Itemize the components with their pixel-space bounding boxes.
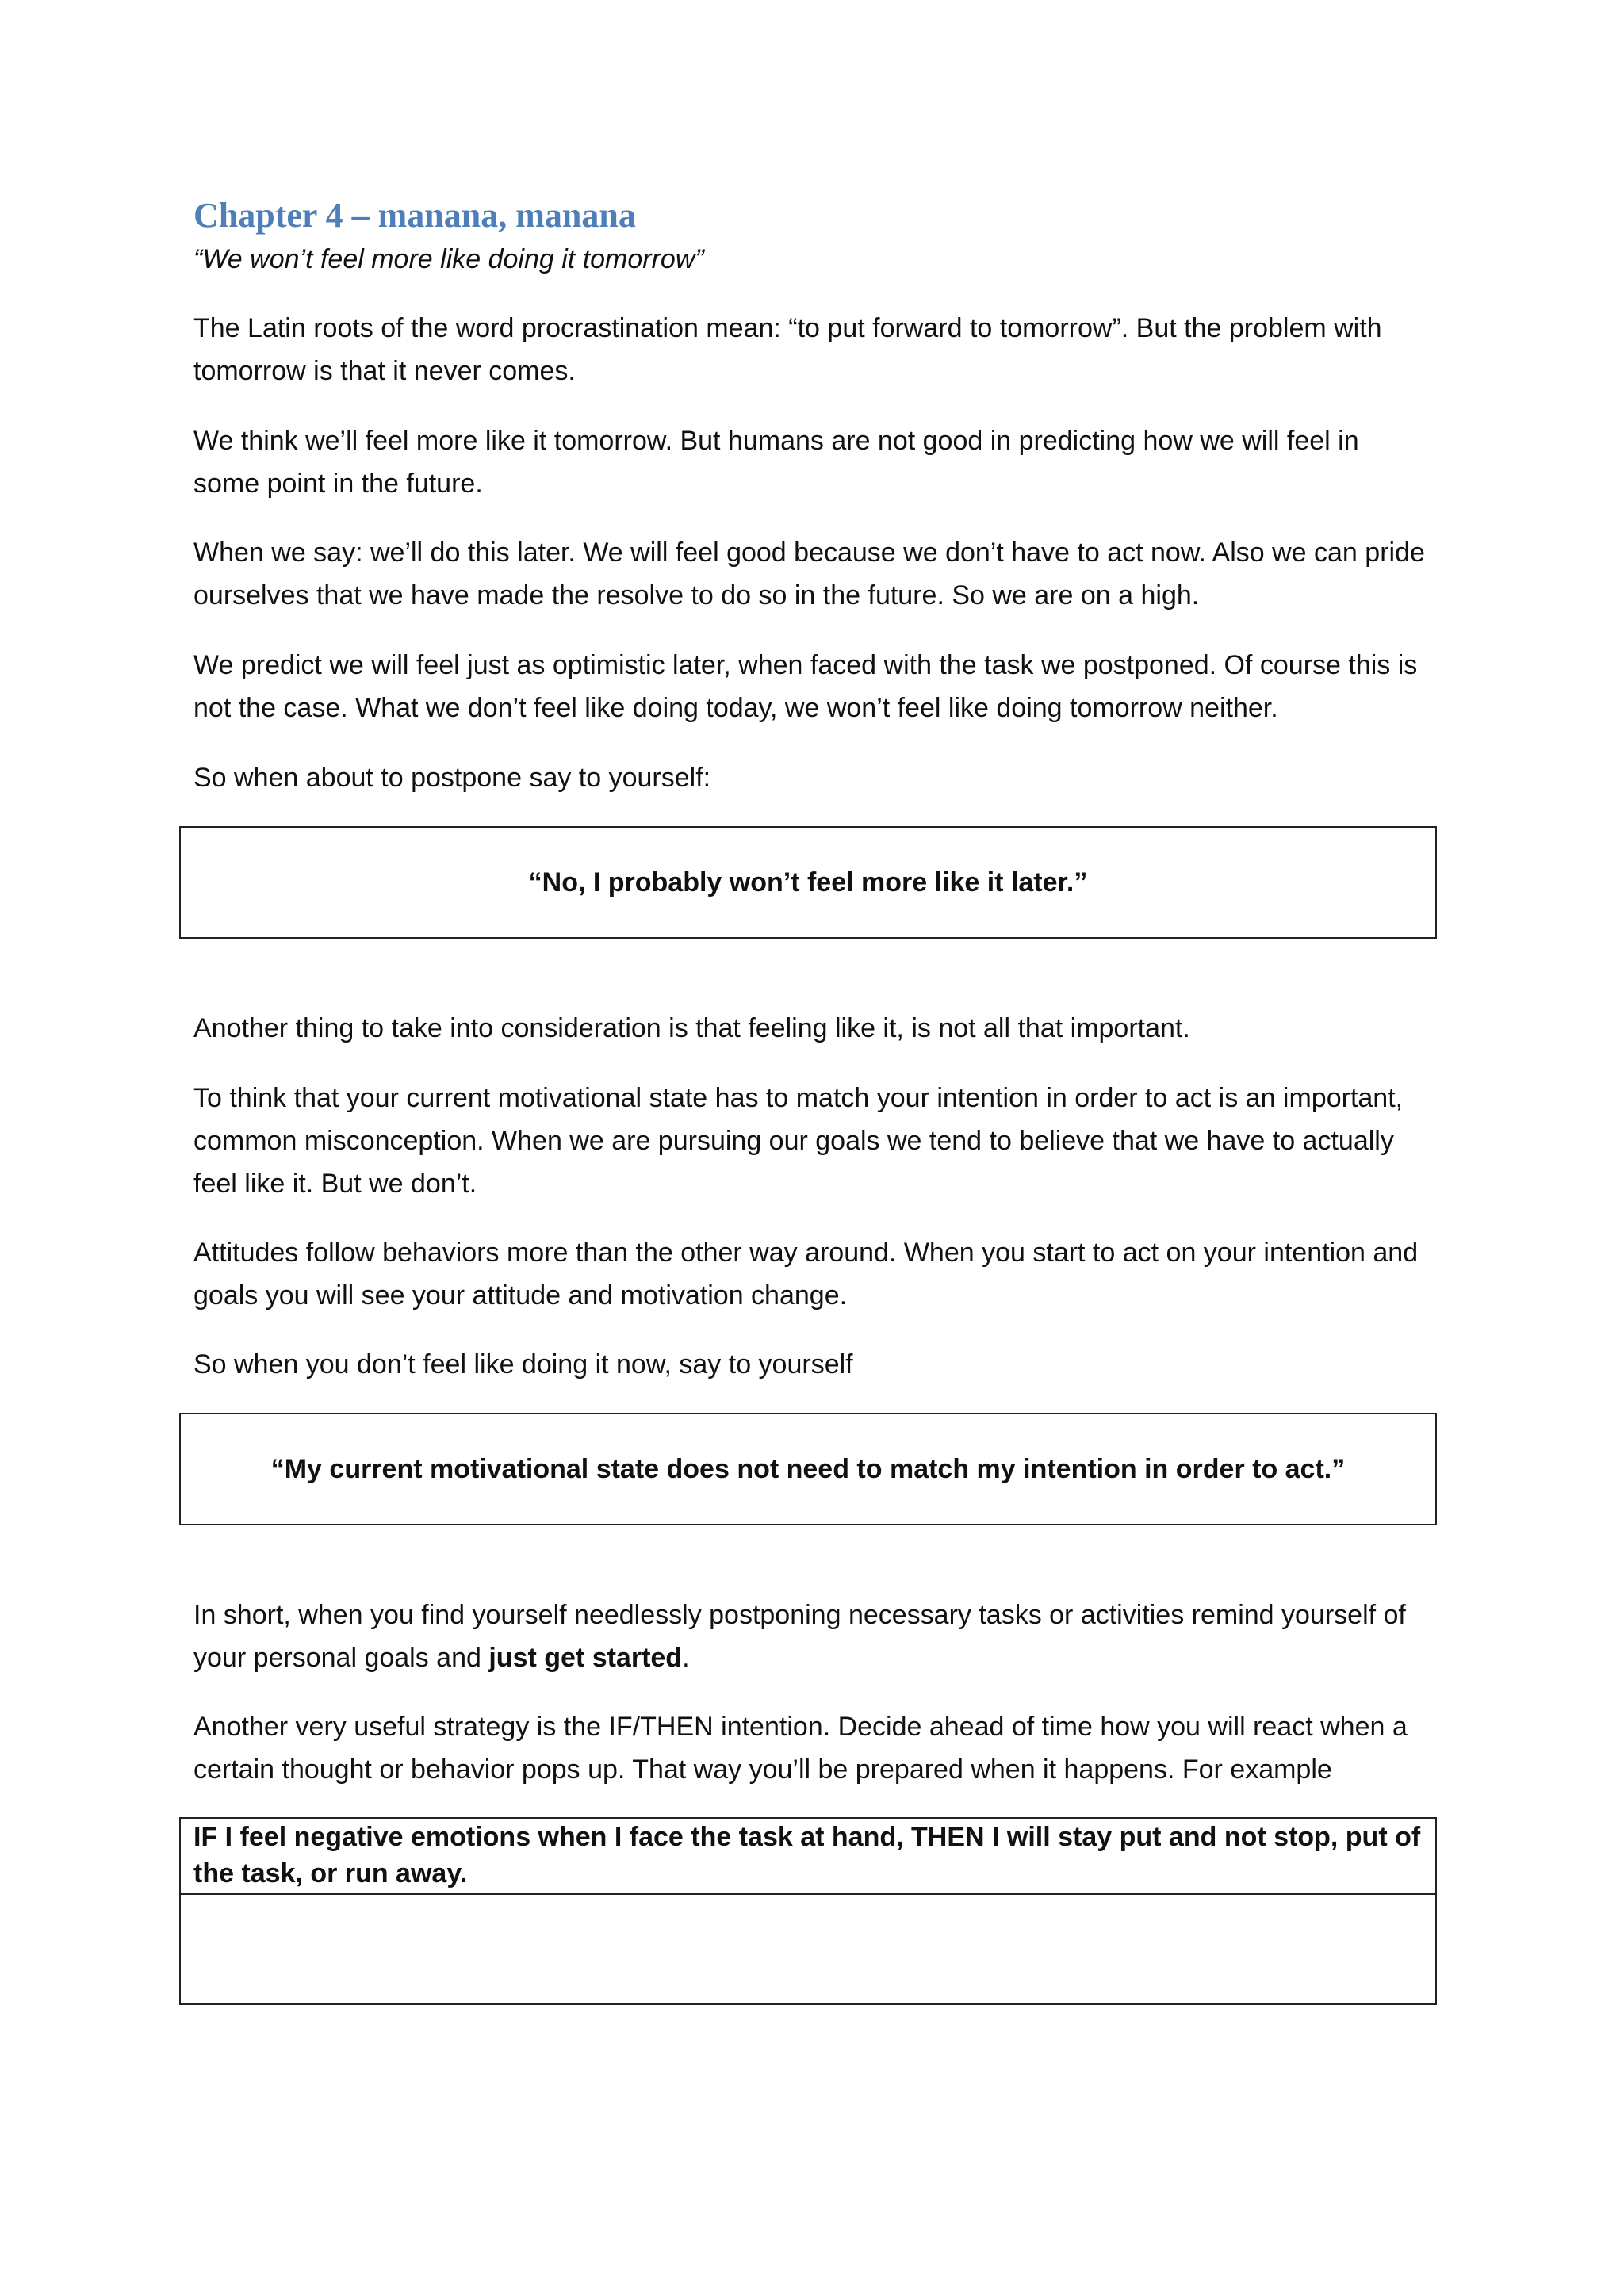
paragraph-misconception xyxy=(193,1077,1431,1205)
paragraph-text: We think we’ll feel more like it tomorrow. But humans are not good in predicting how we will feel in some point in the future. xyxy=(193,426,1359,499)
quote-box-later xyxy=(179,826,1437,939)
paragraph-text-start: In short, when you find yourself needlessly postponing necessary tasks or activities remind yourself of your personal goals and xyxy=(193,1600,1406,1673)
paragraph-feeling-not-important xyxy=(193,1007,1431,1050)
if-then-row-empty xyxy=(181,1895,1435,2003)
paragraph-if-then-strategy xyxy=(193,1705,1431,1791)
paragraph-optimistic xyxy=(193,644,1431,729)
quote-box-motivational-state xyxy=(179,1413,1437,1525)
if-then-row-example: IF I feel negative emotions when I face the task at hand, THEN I will stay put and not stop, put of the task, or run away. xyxy=(181,1819,1435,1895)
paragraph-text: So when about to postpone say to yourself: xyxy=(193,763,711,793)
paragraph-text: When we say: we’ll do this later. We will feel good because we don’t have to act now. Also we can pride ourselves that we have made the resolve to do so in the future. So we are on a high. xyxy=(193,538,1425,610)
paragraph-text: Another very useful strategy is the IF/THEN intention. Decide ahead of time how you will react when a certain thought or behavior pops up. That way you’ll be prepared when it happens. For example xyxy=(193,1712,1408,1785)
paragraph-text: The Latin roots of the word procrastination mean: “to put forward to tomorrow”. But the problem with tomorrow is that it never comes. xyxy=(193,313,1382,386)
paragraph-latin-roots xyxy=(193,307,1431,392)
paragraph-in-short xyxy=(193,1594,1431,1679)
quote-text: “No, I probably won’t feel more like it later.” xyxy=(528,867,1088,897)
paragraph-predicting-feelings xyxy=(193,419,1431,505)
paragraph-text-end: . xyxy=(682,1643,690,1673)
paragraph-text: We predict we will feel just as optimistic later, when faced with the task we postponed. Of course this is not the case. What we don’t feel like doing today, we won’t feel like doing tomorrow neither. xyxy=(193,650,1418,723)
paragraph-text: Another thing to take into consideration is that feeling like it, is not all that important. xyxy=(193,1013,1190,1043)
chapter-title: Chapter 4 – manana, manana xyxy=(193,196,636,235)
paragraph-feel-good-later xyxy=(193,531,1431,617)
chapter-subtitle: “We won’t feel more like doing it tomorrow” xyxy=(193,244,704,274)
paragraph-text-bold: just get started xyxy=(488,1643,683,1673)
paragraph-text: Attitudes follow behaviors more than the other way around. When you start to act on your intention and goals you will see your attitude and motivation change. xyxy=(193,1238,1419,1311)
paragraph-attitudes xyxy=(193,1231,1431,1317)
paragraph-postpone-prompt xyxy=(193,756,1431,799)
paragraph-text: So when you don’t feel like doing it now, say to yourself xyxy=(193,1349,853,1380)
paragraph-text xyxy=(193,1594,1431,1679)
paragraph-text: To think that your current motivational state has to match your intention in order to act is an important, common misconception. When we are pursuing our goals we tend to believe that we have to actually feel like it. But we don’t. xyxy=(193,1083,1404,1199)
paragraph-say-to-yourself xyxy=(193,1343,1431,1386)
if-then-table xyxy=(179,1817,1437,2005)
quote-text: “My current motivational state does not need to match my intention in order to act.” xyxy=(270,1454,1346,1484)
